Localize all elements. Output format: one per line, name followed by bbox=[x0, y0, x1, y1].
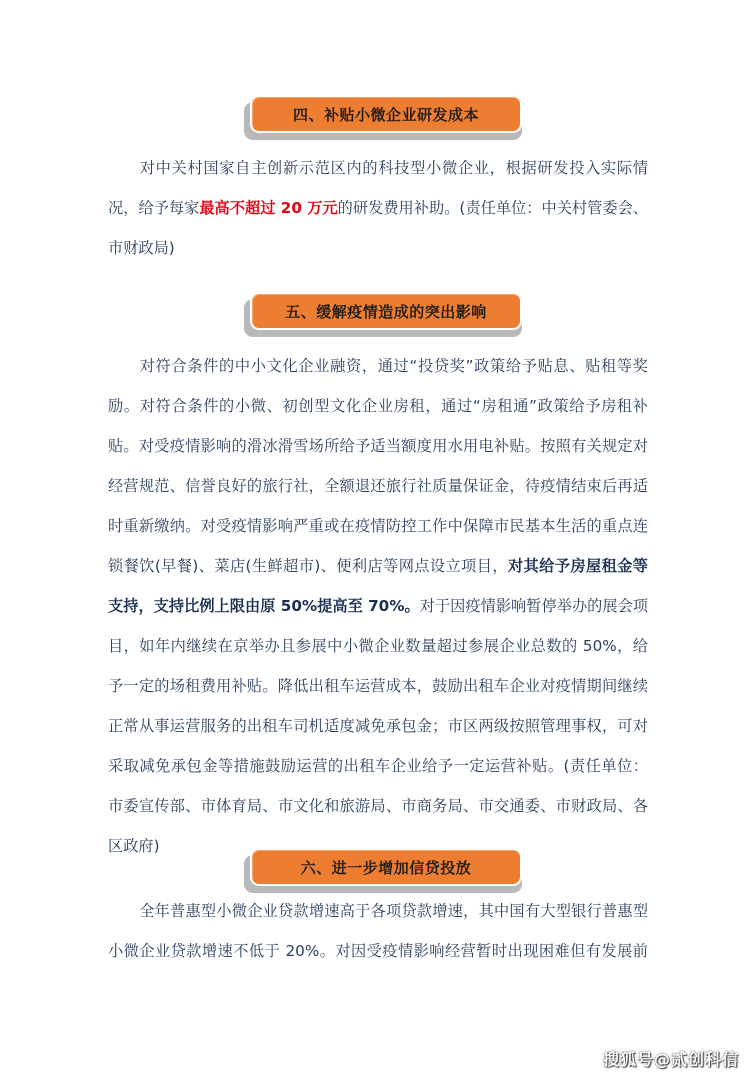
text-line: 对中关村国家自主创新示范区内的科技型小微企业，根据研发投入实际情 bbox=[139, 159, 648, 177]
text-line: 的研发费用补助。(责任单位：中关村管委会、 bbox=[337, 199, 648, 217]
text-line: 市委宣传部、市体育局、市文化和旅游局、市商务局、市交通委、市财政局、各 bbox=[108, 797, 648, 815]
section-header-5 bbox=[250, 292, 528, 336]
section-header-4 bbox=[250, 95, 528, 139]
highlight-amount: 最高不超过 20 万元 bbox=[199, 199, 338, 217]
text-line: 时重新缴纳。对受疫情影响严重或在疫情防控工作中保障市民基本生活的重点连 bbox=[108, 517, 648, 535]
text-line: 励。对符合条件的小微、初创型文化企业房租，通过“房租通”政策给予房租补 bbox=[108, 397, 648, 415]
section-header-6 bbox=[250, 848, 528, 892]
text-line: 小微企业贷款增速不低于 20%。对因受疫情影响经营暂时出现困难但有发展前 bbox=[108, 942, 648, 960]
section-title-6: 六、进一步增加信贷投放 bbox=[250, 848, 522, 886]
text-line: 对符合条件的中小文化企业融资，通过“投贷奖”政策给予贴息、贴租等奖 bbox=[139, 357, 648, 375]
paragraph-4 bbox=[108, 148, 648, 268]
text-line: 况，给予每家 bbox=[108, 199, 200, 217]
section-title-4: 四、补贴小微企业研发成本 bbox=[250, 95, 522, 133]
text-line: 对于因疫情影响暂停举办的展会项 bbox=[419, 597, 649, 615]
bold-text: 支持，支持比例上限由原 50%提高至 70%。 bbox=[108, 597, 420, 615]
bold-text: 对其给予房屋租金等 bbox=[507, 557, 648, 575]
text-line: 全年普惠型小微企业贷款增速高于各项贷款增速，其中国有大型银行普惠型 bbox=[139, 902, 648, 920]
paragraph-5 bbox=[108, 346, 648, 866]
text-line: 锁餐饮(早餐)、菜店(生鲜超市)、便利店等网点设立项目， bbox=[108, 557, 508, 575]
text-line: 目，如年内继续在京举办且参展中小微企业数量超过参展企业总数的 50%，给 bbox=[108, 637, 648, 655]
text-line: 市财政局) bbox=[108, 239, 175, 257]
text-line: 经营规范、信誉良好的旅行社，全额退还旅行社质量保证金，待疫情结束后再适 bbox=[108, 477, 648, 495]
text-line: 贴。对受疫情影响的滑冰滑雪场所给予适当额度用水用电补贴。按照有关规定对 bbox=[108, 437, 648, 455]
text-line: 区政府) bbox=[108, 837, 160, 855]
text-line: 正常从事运营服务的出租车司机适度减免承包金；市区两级按照管理事权，可对 bbox=[108, 717, 648, 735]
section-title-5: 五、缓解疫情造成的突出影响 bbox=[250, 292, 522, 330]
text-line: 予一定的场租费用补贴。降低出租车运营成本，鼓励出租车企业对疫情期间继续 bbox=[108, 677, 648, 695]
watermark: 搜狐号@贰创科信 bbox=[602, 1050, 739, 1069]
paragraph-6 bbox=[108, 891, 648, 971]
text-line: 采取减免承包金等措施鼓励运营的出租车企业给予一定运营补贴。(责任单位： bbox=[108, 757, 648, 775]
